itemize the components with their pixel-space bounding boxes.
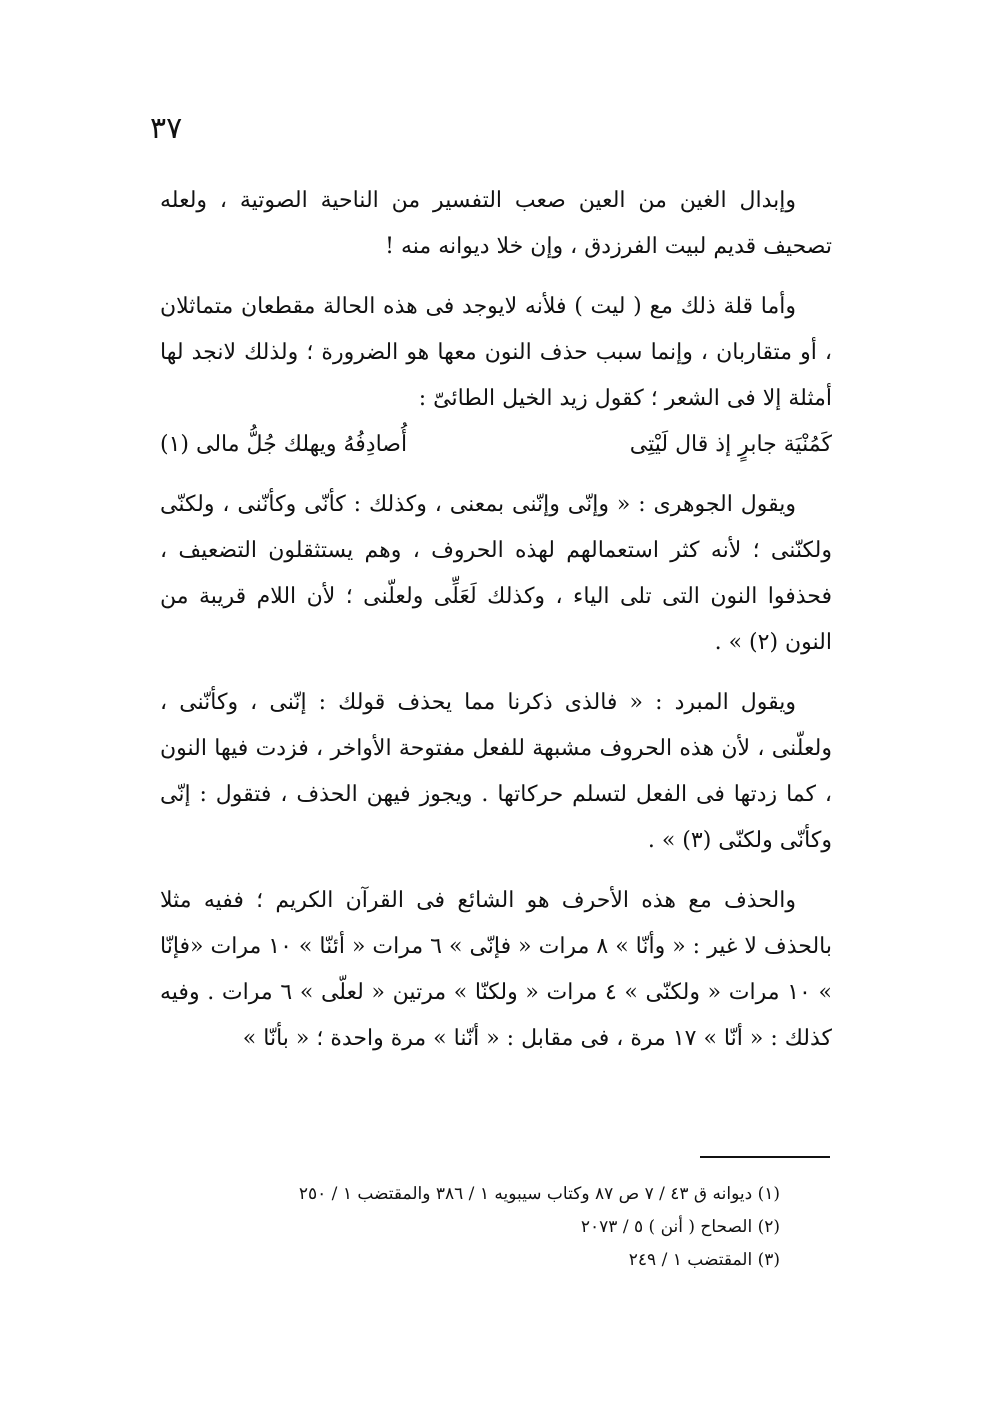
main-text <box>160 178 832 1076</box>
paragraph-2 <box>160 284 832 422</box>
paragraph-1 <box>160 178 832 270</box>
footnote-3: (٣) المقتضب ١ / ٢٤٩ <box>628 1250 780 1270</box>
page-number: ٣٧ <box>150 111 183 146</box>
footnote-2: (٢) الصحاح ( أنن ) ٥ / ٢٠٧٣ <box>580 1217 780 1237</box>
verse-first-hemistich: كَمُنْيَة جابرٍ إذ قال لَيْتِى <box>629 432 832 457</box>
paragraph-text: ويقول الجوهرى : « وإنّى وإنّنى بمعنى ، وكذلك : كأنّى وكأنّنى ، ولكنّى ولكنّنى ؛ لأنه كثر استعمالهم لهذه الحروف ، وهم يستثقلون التضعيف ، فحذفوا النون التى تلى الياء ، وكذلك لَعَلِّى ولعلّنى ؛ لأن اللام قريبة من النون (٢) » . <box>160 492 832 655</box>
footnotes <box>160 1178 780 1277</box>
paragraph-text: وإبدال الغين من العين صعب التفسير من الناحية الصوتية ، ولعله تصحيف قديم لبيت الفرزدق ، وإن خلا ديوانه منه ! <box>160 188 832 259</box>
paragraph-3 <box>160 482 832 666</box>
footnote-1: (١) ديوانه ق ٤٣ / ٧ ص ٨٧ وكتاب سيبويه ١ / ٣٨٦ والمقتضب ١ / ٢٥٠ <box>298 1184 780 1204</box>
poetry-verse <box>160 422 832 468</box>
paragraph-text: والحذف مع هذه الأحرف هو الشائع فى القرآن الكريم ؛ ففيه مثلا بالحذف لا غير : « وأنّا » ٨ مرات « فإنّى » ٦ مرات « أئنّا » ١٠ مرات «فإنّا » ١٠ مرات « ولكنّى » ٤ مرات « ولكنّا » مرتين « لعلّى » ٦ مرات . وفيه كذلك : « أنّا » ١٧ مرة ، فى مقابل : « أنّنا » مرة واحدة ؛ « بأنّا » <box>160 888 833 1051</box>
footnote-separator <box>700 1156 830 1158</box>
verse-second-hemistich: أُصادِفُهُ ويهلك جُلُّ مالى (١) <box>160 432 408 457</box>
paragraph-text: ويقول المبرد : « فالذى ذكرنا مما يحذف قولك : إنّنى ، وكأنّنى ، ولعلّنى ، لأن هذه الحروف مشبهة للفعل مفتوحة الأواخر ، فزدت فيها النون ، كما زدتها فى الفعل لتسلم حركاتها . ويجوز فيهن الحذف ، فتقول : إنّى وكأنّى ولكنّى (٣) » . <box>160 690 832 853</box>
paragraph-4 <box>160 680 832 864</box>
paragraph-text: وأما قلة ذلك مع ( ليت ) فلأنه لايوجد فى هذه الحالة مقطعان متماثلان ، أو متقاربان ، وإنما سبب حذف النون معها هو الضرورة ؛ ولذلك لانجد لها أمثلة إلا فى الشعر ؛ كقول زيد الخيل الطائىّ : <box>160 294 832 411</box>
paragraph-5 <box>160 878 832 1062</box>
